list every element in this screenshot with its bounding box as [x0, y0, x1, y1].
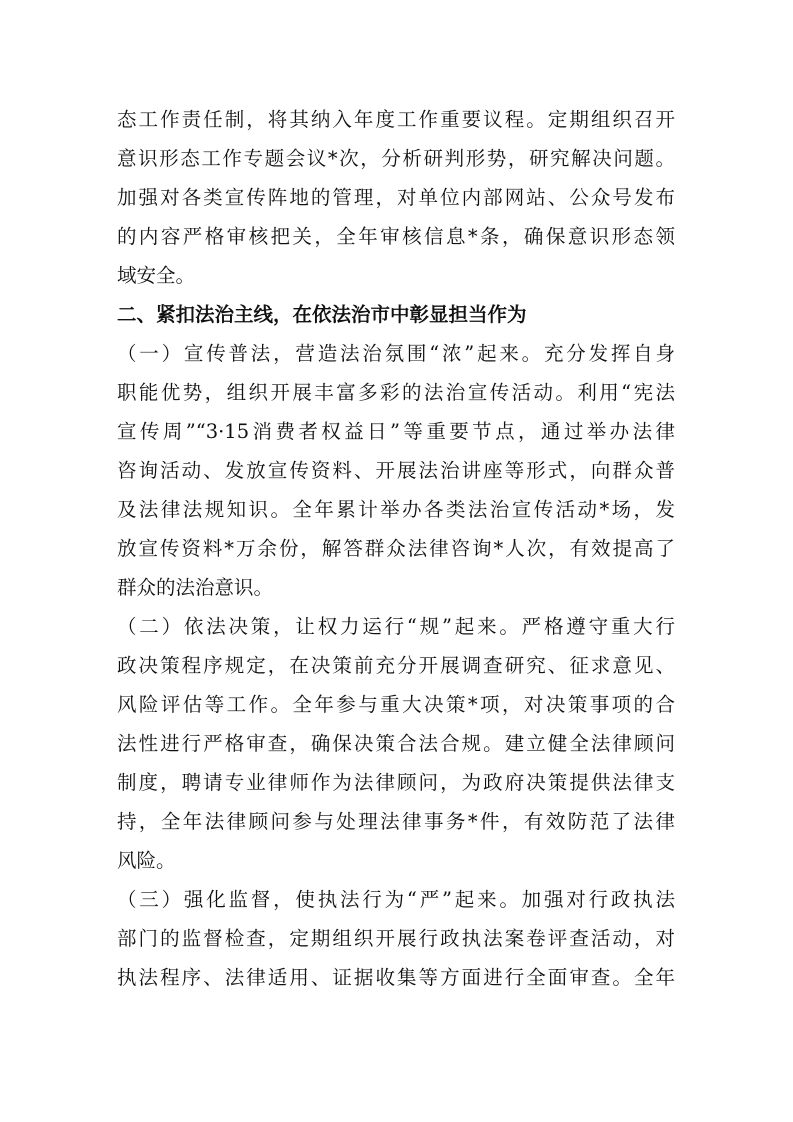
body-line: （三）强化监督，使执法行为“严”起来。加强对行政执法 — [117, 888, 675, 911]
body-line: （一）宣传普法，营造法治氛围“浓”起来。充分发挥自身 — [117, 342, 675, 365]
body-line: 执法程序、法律适用、证据收集等方面进行全面审查。全年 — [117, 966, 675, 989]
body-line: 风险评估等工作。全年参与重大决策*项，对决策事项的合 — [117, 693, 675, 716]
paragraph-end-line: 风险。 — [117, 849, 176, 872]
section-heading: 二、紧扣法治主线，在依法治市中彰显担当作为 — [117, 303, 527, 326]
body-line: 部门的监督检查，定期组织开展行政执法案卷评查活动，对 — [117, 927, 675, 950]
body-line: 宣传周”“3·15消费者权益日”等重要节点，通过举办法律 — [117, 420, 675, 443]
body-line: 法性进行严格审查，确保决策合法合规。建立健全法律顾问 — [117, 732, 675, 755]
body-line: 的内容严格审核把关，全年审核信息*条，确保意识形态领 — [117, 225, 675, 248]
body-line: 放宣传资料*万余份，解答群众法律咨询*人次，有效提高了 — [117, 537, 675, 560]
paragraph-end-line: 域安全。 — [117, 264, 196, 287]
body-line: 咨询活动、发放宣传资料、开展法治讲座等形式，向群众普 — [117, 459, 675, 482]
body-line: 意识形态工作专题会议*次，分析研判形势，研究解决问题。 — [117, 147, 675, 170]
body-line: （二）依法决策，让权力运行“规”起来。严格遵守重大行 — [117, 615, 675, 638]
paragraph-end-line: 群众的法治意识。 — [117, 576, 274, 599]
body-line: 及法律法规知识。全年累计举办各类法治宣传活动*场，发 — [117, 498, 675, 521]
body-line: 加强对各类宣传阵地的管理，对单位内部网站、公众号发布 — [117, 186, 675, 209]
body-line: 态工作责任制，将其纳入年度工作重要议程。定期组织召开 — [117, 108, 675, 131]
body-line: 政决策程序规定，在决策前充分开展调查研究、征求意见、 — [117, 654, 675, 677]
body-line: 制度，聘请专业律师作为法律顾问，为政府决策提供法律支 — [117, 771, 675, 794]
body-line: 持，全年法律顾问参与处理法律事务*件，有效防范了法律 — [117, 810, 675, 833]
body-line: 职能优势，组织开展丰富多彩的法治宣传活动。利用“宪法 — [117, 381, 675, 404]
document-page — [117, 100, 675, 997]
